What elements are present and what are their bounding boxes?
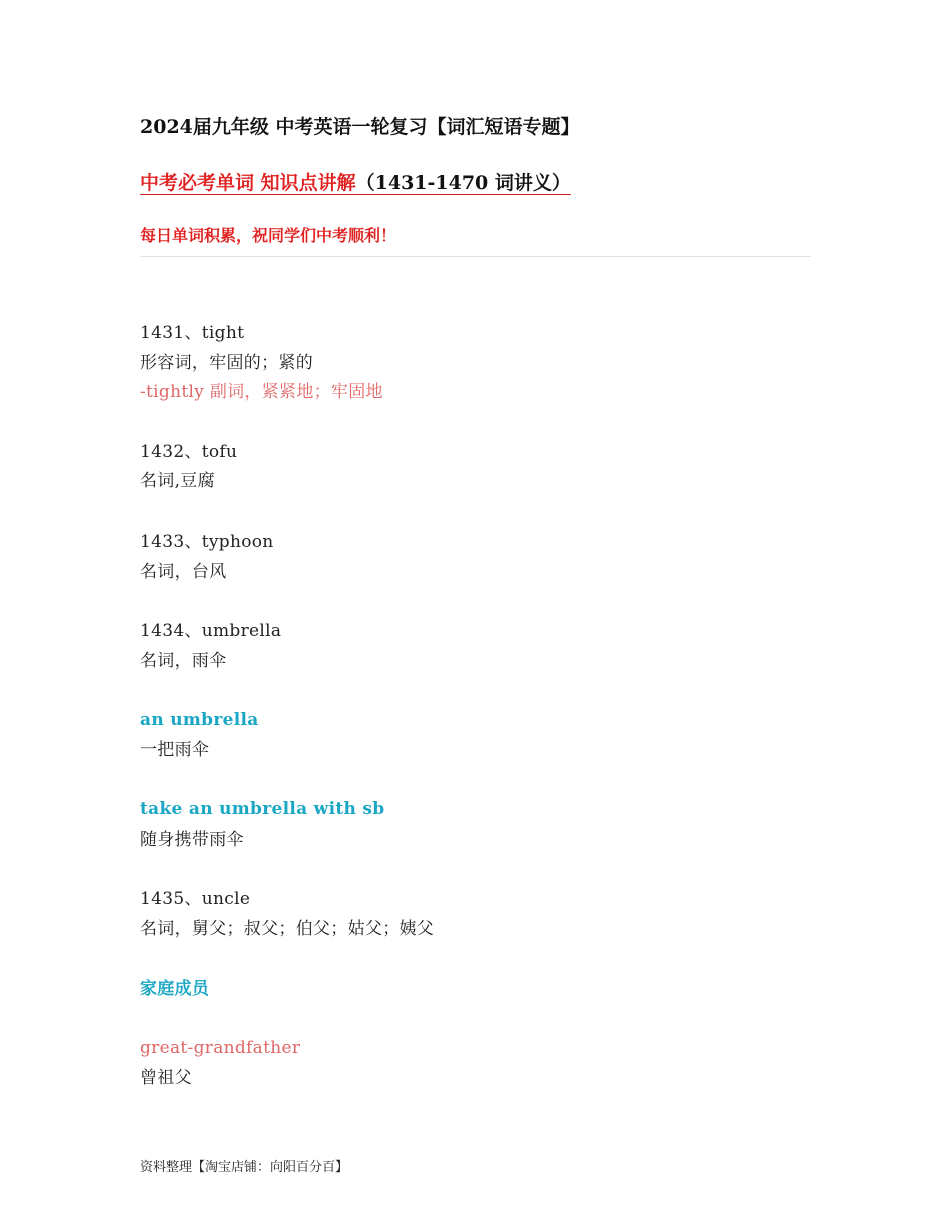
subtitle-black-part: （1431-1470 词讲义） [355, 172, 571, 194]
entry-headword: 1433、typhoon [140, 532, 274, 552]
entry-definition: 名词，台风 [140, 562, 227, 582]
entry-headword: 1432、tofu [140, 442, 238, 462]
entry-family-term: great-grandfather [140, 1038, 301, 1058]
entry-definition: 名词,豆腐 [140, 471, 215, 491]
entry-family-meaning: 曾祖父 [140, 1068, 192, 1088]
subtitle-red-part: 中考必考单词 知识点讲解 [140, 172, 356, 194]
entry-headword: 1434、umbrella [140, 621, 282, 641]
page-subtitle [140, 168, 571, 195]
entry-headword: 1435、uncle [140, 889, 251, 909]
entry-phrase-meaning: 一把雨伞 [140, 740, 210, 760]
entry-definition: 形容词，牢固的；紧的 [140, 353, 313, 373]
entry-definition: 名词，舅父；叔父；伯父；姑父；姨父 [140, 919, 435, 939]
page-footer: 资料整理【淘宝店铺：向阳百分百】 [140, 1160, 349, 1175]
entry-derivative: -tightly 副词，紧紧地；牢固地 [140, 382, 383, 402]
entry-definition: 名词，雨伞 [140, 651, 227, 671]
tagline: 每日单词积累，祝同学们中考顺利！ [140, 226, 397, 245]
header-divider [140, 256, 811, 257]
entry-headword: 1431、tight [140, 323, 245, 343]
entry-phrase: take an umbrella with sb [140, 799, 385, 819]
section-heading: 家庭成员 [140, 979, 210, 999]
document-page [140, 0, 811, 1230]
page-title: 2024届九年级 中考英语一轮复习【词汇短语专题】 [140, 116, 580, 138]
entry-phrase-meaning: 随身携带雨伞 [140, 830, 244, 850]
entry-phrase: an umbrella [140, 710, 259, 730]
